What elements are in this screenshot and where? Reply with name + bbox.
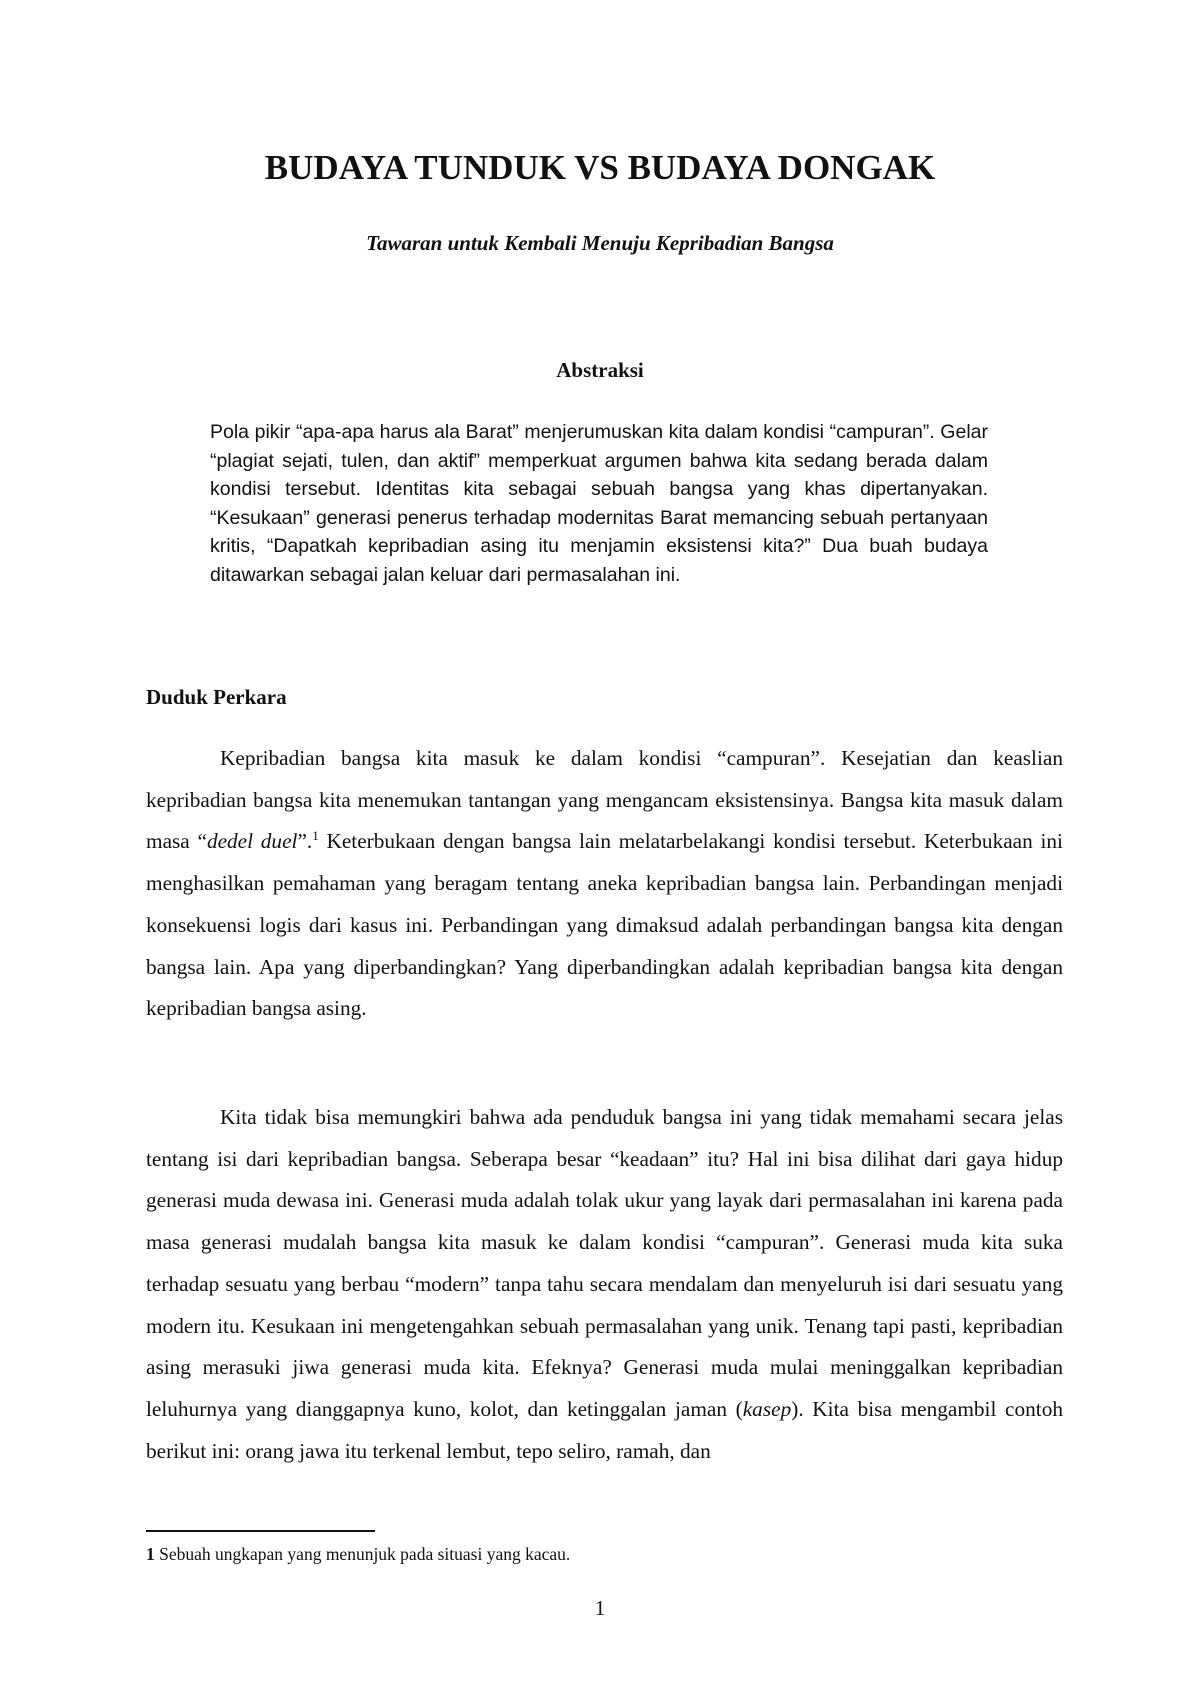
body-paragraph-2-container (146, 1097, 1063, 1470)
body-paragraph-1 (146, 738, 1063, 1030)
para1-italic-term: dedel duel (206, 829, 298, 854)
page-number: 1 (594, 1596, 606, 1620)
para1-text-b: ”. (297, 829, 313, 854)
para1-text-a: Kepribadian bangsa kita masuk ke dalam kondisi “campuran”. Kesejatian dan keaslian kepribadian bangsa kita menemukan tantangan yang mengancam eksistensinya. Bangsa kita masuk dalam masa “ (146, 746, 1063, 854)
document-title: BUDAYA TUNDUK VS BUDAYA DONGAK (264, 148, 936, 187)
section-heading: Duduk Perkara (146, 685, 287, 709)
document-subtitle: Tawaran untuk Kembali Menuju Kepribadian Bangsa (366, 231, 834, 255)
para2-text-b: ). Kita bisa mengambil contoh berikut ini: orang jawa itu terkenal lembut, tepo seliro, ramah, dan (146, 1396, 1063, 1463)
abstract-text: Pola pikir “apa-apa harus ala Barat” menjerumuskan kita dalam kondisi “campuran”. Gelar “plagiat sejati, tulen, dan aktif” memperkuat argumen bahwa kita sedang berada dalam kondisi tersebut. Identitas kita sebagai sebuah bangsa yang khas dipertanyakan. “Kesukaan” generasi penerus terhadap modernitas Barat memancing sebuah pertanyaan kritis, “Dapatkah kepribadian asing itu menjamin eksistensi kita?” Dua buah budaya ditawarkan sebagai jalan keluar dari permasalahan ini. (210, 421, 988, 586)
footnote (146, 1542, 570, 1566)
para1-text-c: Keterbukaan dengan bangsa lain melatarbelakangi kondisi tersebut. Keterbukaan ini menghasilkan pemahaman yang beragam tentang aneka kepribadian bangsa lain. Perbandingan menjadi konsekuensi logis dari kasus ini. Perbandingan yang dimaksud adalah perbandingan bangsa kita dengan bangsa lain. Apa yang diperbandingkan? Yang diperbandingkan adalah kepribadian bangsa kita dengan kepribadian bangsa asing. (146, 829, 1063, 1021)
para2-text-a: Kita tidak bisa memungkiri bahwa ada penduduk bangsa ini yang tidak memahami secara jelas tentang isi dari kepribadian bangsa. Seberapa besar “keadaan” itu? Hal ini bisa dilihat dari gaya hidup generasi muda dewasa ini. Generasi muda adalah tolak ukur yang layak dari permasalahan ini karena pada masa generasi mudalah bangsa kita masuk ke dalam kondisi “campuran”. Generasi muda kita suka terhadap sesuatu yang berbau “modern” tanpa tahu secara mendalam dan menyeluruh isi dari sesuatu yang modern itu. Kesukaan ini mengetengahkan sebuah permasalahan yang unik. Tenang tapi pasti, kepribadian asing merasuki jiwa generasi muda kita. Efeknya? Generasi muda mulai meninggalkan kepribadian leluhurnya yang dianggapnya kuno, kolot, dan ketinggalan jaman ( (146, 1105, 1063, 1421)
footnote-reference[interactable]: 1 (312, 828, 319, 844)
abstract-heading: Abstraksi (556, 358, 644, 382)
body-paragraph-2 (146, 1097, 1063, 1470)
footnote-text: Sebuah ungkapan yang menunjuk pada situasi yang kacau. (154, 1544, 571, 1564)
para2-italic-term: kasep (742, 1396, 792, 1421)
footnote-separator (146, 1530, 375, 1532)
footnote-number: 1 (146, 1544, 155, 1564)
